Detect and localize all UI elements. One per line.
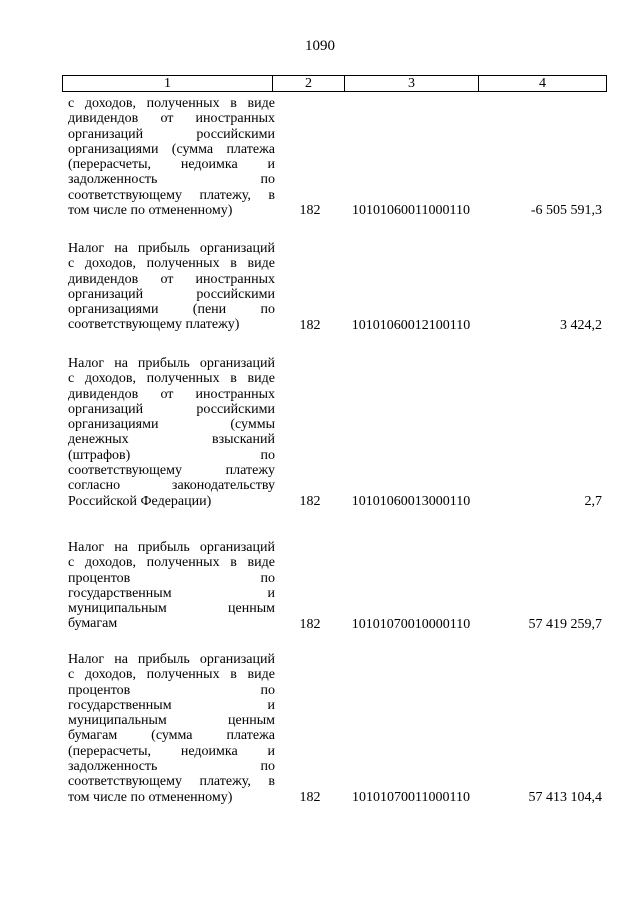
description-line: с доходов, полученных в виде <box>68 555 275 571</box>
description-line: (перерасчеты, недоимка и <box>68 157 275 173</box>
row-amount: 57 413 104,4 <box>528 789 602 805</box>
description-line: муниципальным ценным <box>68 601 275 617</box>
description-line: бумагам (сумма платежа <box>68 728 275 744</box>
description-line: процентов по <box>68 682 275 698</box>
row-code: 182 <box>299 493 321 509</box>
table-header <box>62 75 607 92</box>
row-amount: 3 424,2 <box>560 317 602 333</box>
description-line: (перерасчеты, недоимка и <box>68 743 275 759</box>
description-line: организациями (сумма платежа <box>68 141 275 157</box>
row-description <box>68 652 275 805</box>
description-line: Налог на прибыль организаций <box>68 652 275 667</box>
row-description <box>68 96 275 218</box>
description-line: муниципальным ценным <box>68 713 275 729</box>
description-line: соответствующему платежу <box>68 463 275 479</box>
description-line: государственным и <box>68 697 275 713</box>
header-col-1: 1 <box>63 76 273 91</box>
description-line: том числе по отмененному) <box>68 789 233 805</box>
description-line: дивидендов от иностранных <box>68 111 275 127</box>
header-col-3: 3 <box>345 76 479 91</box>
header-col-2: 2 <box>273 76 345 91</box>
row-amount: 57 419 259,7 <box>528 616 602 632</box>
description-line: денежных взысканий <box>68 432 275 448</box>
table-row <box>62 96 607 218</box>
row-amount: -6 505 591,3 <box>530 203 602 219</box>
table-row <box>62 652 607 805</box>
description-line: с доходов, полученных в виде <box>68 256 275 272</box>
description-line: с доходов, полученных в виде <box>68 96 275 111</box>
description-line: соответствующему платежу, в <box>68 187 275 203</box>
description-line: с доходов, полученных в виде <box>68 371 275 387</box>
row-description <box>68 540 275 632</box>
row-kbk: 10101070011000110 <box>352 789 470 805</box>
description-line: том числе по отмененному) <box>68 203 233 219</box>
table-row <box>62 540 607 632</box>
page-number: 1090 <box>305 38 335 54</box>
row-kbk: 10101060013000110 <box>351 493 471 509</box>
description-line: задолженность по <box>68 759 275 775</box>
description-line: Налог на прибыль организаций <box>68 241 275 256</box>
description-line: процентов по <box>68 570 275 586</box>
row-code: 182 <box>299 203 321 219</box>
header-col-4: 4 <box>539 76 546 91</box>
table-row <box>62 241 607 333</box>
row-kbk: 10101060011000110 <box>352 203 470 219</box>
description-line: бумагам <box>68 616 118 632</box>
description-line: организациями (пени по <box>68 302 275 318</box>
table-row <box>62 356 607 509</box>
row-kbk: 10101070010000110 <box>351 616 471 632</box>
description-line: с доходов, полученных в виде <box>68 667 275 683</box>
description-line: соответствующему платежу, в <box>68 774 275 790</box>
row-code: 182 <box>299 616 321 632</box>
row-code: 182 <box>299 789 321 805</box>
description-line: дивидендов от иностранных <box>68 271 275 287</box>
description-line: задолженность по <box>68 172 275 188</box>
description-line: Налог на прибыль организаций <box>68 540 275 555</box>
description-line: дивидендов от иностранных <box>68 386 275 402</box>
row-description <box>68 241 275 333</box>
description-line: организаций российскими <box>68 286 275 302</box>
description-line: согласно законодательству <box>68 478 275 494</box>
row-kbk: 10101060012100110 <box>351 317 471 333</box>
row-code: 182 <box>299 317 321 333</box>
description-line: Налог на прибыль организаций <box>68 356 275 371</box>
description-line: организаций российскими <box>68 126 275 142</box>
description-line: Российской Федерации) <box>68 493 212 509</box>
description-line: организациями (суммы <box>68 417 275 433</box>
row-description <box>68 356 275 509</box>
description-line: государственным и <box>68 585 275 601</box>
description-line: (штрафов) по <box>68 447 275 463</box>
description-line: соответствующему платежу) <box>68 317 240 333</box>
description-line: организаций российскими <box>68 401 275 417</box>
row-amount: 2,7 <box>584 493 602 509</box>
